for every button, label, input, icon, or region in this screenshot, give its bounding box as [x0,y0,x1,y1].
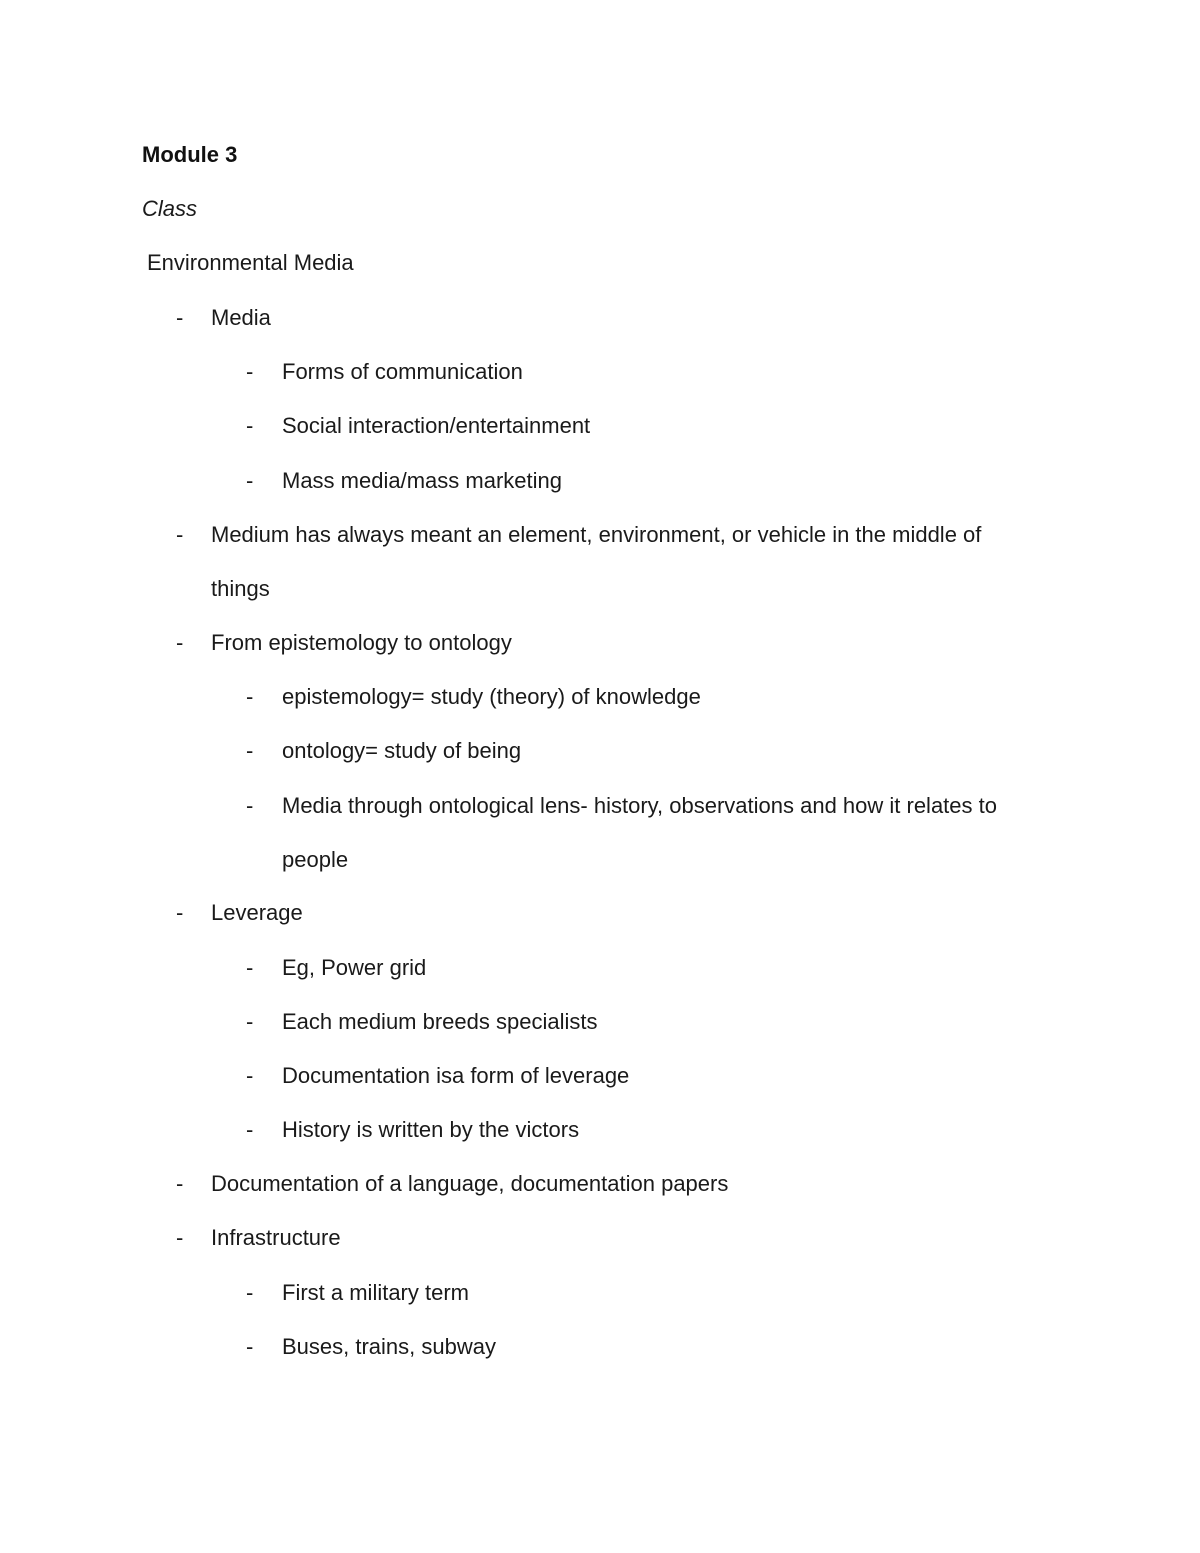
list-item-text: Medium has always meant an element, environment, or vehicle in the middle of [211,522,982,547]
list-item-text: Media [211,305,271,330]
bullet-dash: - [176,305,184,330]
bullet-dash: - [246,793,254,818]
list-item-text: epistemology= study (theory) of knowledge [282,684,701,709]
list-item-text: Leverage [211,900,303,925]
list-item-text: From epistemology to ontology [211,630,512,655]
list-item-text: ontology= study of being [282,738,522,763]
bullet-dash: - [176,522,184,547]
bullet-dash: - [246,1280,254,1305]
list-item-text: people [282,847,349,872]
page-title: Module 3 [142,142,238,167]
list-item-text: Social interaction/entertainment [282,413,591,438]
topic-heading: Environmental Media [147,250,354,275]
bullet-dash: - [176,1171,184,1196]
bullet-dash: - [246,1117,254,1142]
list-item-text: Documentation of a language, documentation papers [211,1171,729,1196]
bullet-dash: - [246,1063,254,1088]
bullet-dash: - [246,1009,254,1034]
bullet-dash: - [246,413,254,438]
list-item-text: History is written by the victors [282,1117,580,1142]
list-item-text: Eg, Power grid [282,955,427,980]
bullet-dash: - [246,1334,254,1359]
bullet-dash: - [246,359,254,384]
list-item-text: Mass media/mass marketing [282,468,562,493]
bullet-dash: - [246,684,254,709]
bullet-dash: - [176,900,184,925]
bullet-dash: - [176,1225,184,1250]
list-item-text: things [211,576,270,601]
list-item-text: Buses, trains, subway [282,1334,496,1359]
bullet-dash: - [246,955,254,980]
bullet-dash: - [246,468,254,493]
list-item-text: Documentation isa form of leverage [282,1063,630,1088]
list-item-text: Media through ontological lens- history, observations and how it relates to [282,793,997,818]
list-item-text: Forms of communication [282,359,523,384]
list-item-text: Infrastructure [211,1225,341,1250]
bullet-dash: - [246,738,254,763]
bullet-dash: - [176,630,184,655]
list-item-text: Each medium breeds specialists [282,1009,598,1034]
section-label: Class [142,196,198,221]
list-item-text: First a military term [282,1280,469,1305]
